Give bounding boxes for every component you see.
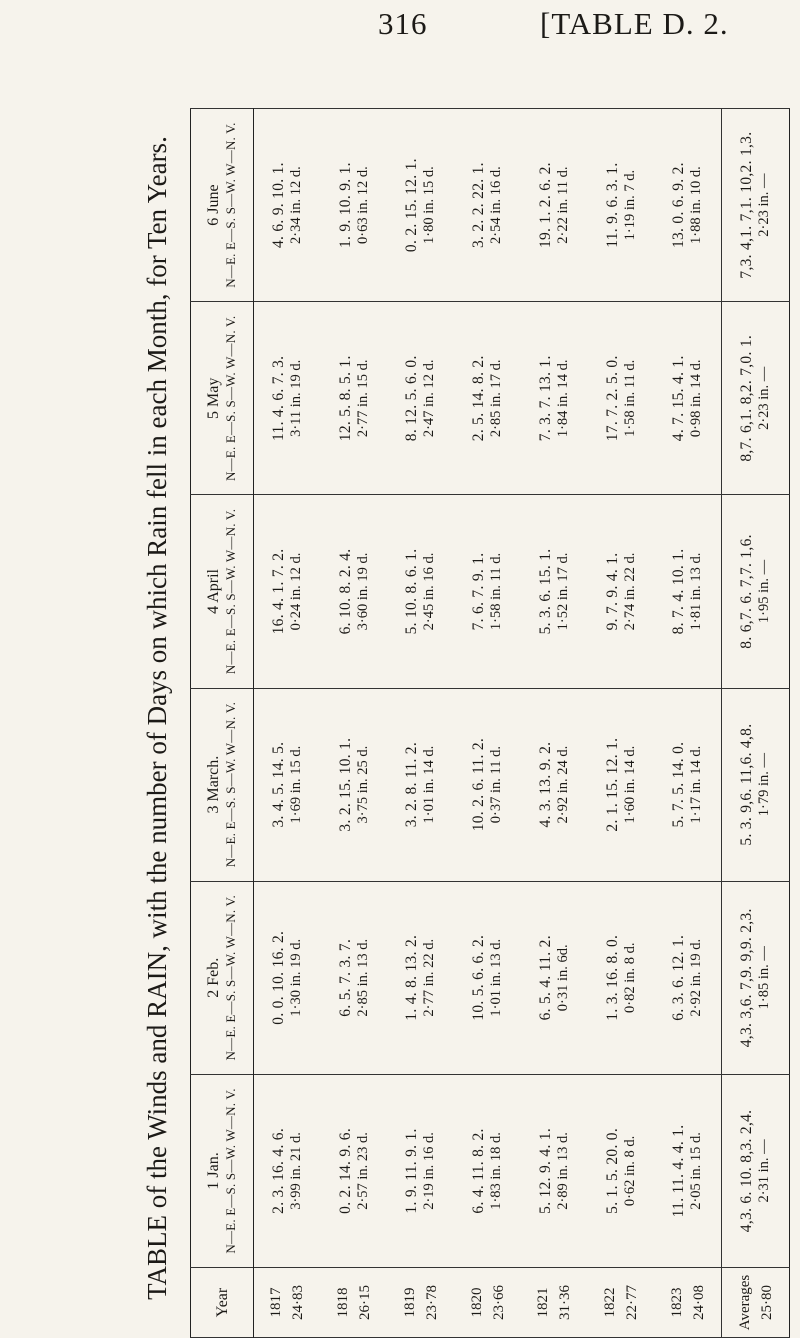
wind-days: 8. 12. 5. 6. 0. <box>403 355 421 442</box>
wind-days: 4,3. 6. 10. 8,3. 2,4. <box>738 1109 756 1233</box>
month-name: 1 Jan. <box>205 1152 222 1190</box>
wind-days: 5. 3. 6. 15. 1. <box>536 548 554 635</box>
rain-amount: 2·19 in. 16 d. <box>421 1132 438 1210</box>
month-cell <box>321 881 388 1074</box>
year-cell <box>321 1268 388 1338</box>
month-cell <box>454 1074 521 1267</box>
month-cell <box>588 881 655 1074</box>
wind-days: 12. 5. 8. 5. 1. <box>336 355 354 442</box>
wind-days: 1. 9. 11. 9. 1. <box>403 1128 421 1214</box>
month-cell <box>254 881 321 1074</box>
wind-days: 1. 3. 16. 8. 0. <box>603 934 621 1021</box>
wind-days: 10. 5. 6. 6. 2. <box>470 934 488 1021</box>
month-cell <box>654 1074 721 1267</box>
year-cell <box>521 1268 588 1338</box>
rain-amount: 1·01 in. 14 d. <box>421 745 438 824</box>
month-header <box>191 1074 254 1267</box>
wind-days: 6. 4. 11. 8. 2. <box>470 1128 488 1214</box>
rain-amount: 3·75 in. 25 d. <box>354 745 371 824</box>
wind-days: 0. 2. 14. 9. 6. <box>336 1127 354 1214</box>
month-cell <box>321 1074 388 1267</box>
month-cell <box>521 109 588 302</box>
wind-days: 4,3. 3,6. 7,9. 9,9. 2,3. <box>738 908 756 1048</box>
wind-directions: N—E. E—S. S—W. W—N. V. <box>223 122 238 288</box>
wind-days: 0. 0. 10. 16. 2. <box>269 930 287 1025</box>
rain-amount: 1·79 in. — <box>756 753 773 817</box>
year-cell <box>588 1268 655 1338</box>
month-cell <box>387 881 454 1074</box>
rain-amount: 2·77 in. 15 d. <box>354 359 371 438</box>
wind-days: 11. 9. 6. 3. 1. <box>603 162 621 248</box>
month-cell <box>521 495 588 688</box>
wind-days: 11. 4. 6. 7. 3. <box>269 355 287 441</box>
header-row <box>191 109 254 1338</box>
rain-amount: 1·80 in. 15 d. <box>421 166 438 244</box>
rain-amount: 1·19 in. 7 d. <box>621 169 638 241</box>
winds-rain-table <box>190 108 790 1338</box>
month-cell <box>521 688 588 881</box>
rain-amount: 2·22 in. 11 d. <box>554 166 571 244</box>
year-value: 1823 <box>668 1287 685 1318</box>
month-cell <box>588 688 655 881</box>
year-cell <box>654 1268 721 1338</box>
table-row <box>254 109 321 1338</box>
month-cell <box>454 688 521 881</box>
year-cell <box>722 1268 790 1338</box>
month-header <box>191 109 254 302</box>
wind-directions: N—E. E—S. S—W. W—N. V. <box>223 508 238 675</box>
month-name: 2 Feb. <box>205 957 222 998</box>
month-cell <box>588 495 655 688</box>
rain-amount: 0·82 in. 8 d. <box>621 942 638 1014</box>
rain-amount: 1·60 in. 14 d. <box>621 745 638 824</box>
wind-days: 8,7. 6,1. 8,2. 7,0. 1. <box>738 334 756 462</box>
rain-amount: 3·99 in. 21 d. <box>287 1132 304 1210</box>
table-row <box>387 109 454 1338</box>
wind-days: 3. 2. 8. 11. 2. <box>403 741 421 828</box>
annual-rain-total: 24·83 <box>290 1285 307 1320</box>
page-number: 316 <box>378 6 428 41</box>
month-cell <box>321 302 388 495</box>
rain-amount: 2·85 in. 17 d. <box>488 359 505 438</box>
wind-days: 5. 10. 8. 6. 1. <box>403 548 421 635</box>
rain-amount: 2·31 in. — <box>756 1139 773 1203</box>
wind-directions: N—E. E—S. S—W. W—N. V. <box>223 895 238 1061</box>
month-cell <box>321 109 388 302</box>
rain-amount: 1·88 in. 10 d. <box>688 166 705 244</box>
rain-amount: 0·98 in. 14 d. <box>688 359 705 438</box>
year-cell <box>454 1268 521 1338</box>
wind-days: 11. 11. 4. 4. 1. <box>670 1124 688 1218</box>
rain-amount: 0·37 in. 11 d. <box>488 746 505 824</box>
year-cell <box>387 1268 454 1338</box>
rain-amount: 2·34 in. 12 d. <box>287 166 304 244</box>
wind-days: 0. 2. 15. 12. 1. <box>403 158 421 253</box>
rain-amount: 1·81 in. 13 d. <box>688 552 705 631</box>
month-name: 5 May <box>205 377 222 419</box>
rain-amount: 2·74 in. 22 d. <box>621 552 638 631</box>
rain-amount: 1·69 in. 15 d. <box>287 745 304 824</box>
wind-days: 8. 6,7. 6. 7,7. 1,6. <box>738 534 756 649</box>
month-cell <box>722 1074 790 1267</box>
wind-days: 2. 5. 14. 8. 2. <box>470 355 488 442</box>
month-cell <box>521 881 588 1074</box>
rain-amount: 0·62 in. 8 d. <box>621 1135 638 1207</box>
month-cell <box>654 881 721 1074</box>
month-cell <box>454 109 521 302</box>
month-cell <box>654 688 721 881</box>
month-cell <box>387 495 454 688</box>
year-value: 1821 <box>535 1287 552 1318</box>
month-cell <box>454 495 521 688</box>
month-header <box>191 881 254 1074</box>
month-cell <box>387 302 454 495</box>
year-value: 1820 <box>468 1287 485 1318</box>
rain-amount: 1·84 in. 14 d. <box>554 359 571 438</box>
table-label: [TABLE D. 2. <box>540 6 729 41</box>
rain-amount: 1·30 in. 19 d. <box>287 938 304 1017</box>
annual-rain-total: 25·80 <box>758 1285 775 1320</box>
month-cell <box>387 688 454 881</box>
wind-days: 17. 7. 2. 5. 0. <box>603 355 621 442</box>
wind-days: 6. 3. 6. 12. 1. <box>670 934 688 1021</box>
month-cell <box>254 302 321 495</box>
month-cell <box>321 495 388 688</box>
rain-amount: 2·92 in. 24 d. <box>554 745 571 824</box>
rain-amount: 1·58 in. 11 d. <box>488 552 505 631</box>
wind-days: 7. 6. 7. 9. 1. <box>470 552 488 631</box>
wind-days: 1. 9. 10. 9. 1. <box>336 162 354 249</box>
month-header <box>191 495 254 688</box>
month-cell <box>254 688 321 881</box>
year-value: 1817 <box>268 1287 285 1318</box>
month-cell <box>654 495 721 688</box>
rain-amount: 2·23 in. — <box>756 366 773 430</box>
wind-days: 10. 2. 6. 11. 2. <box>470 737 488 832</box>
wind-days: 3. 2. 2. 22. 1. <box>470 162 488 249</box>
rain-amount: 2·85 in. 13 d. <box>354 938 371 1017</box>
month-cell <box>454 302 521 495</box>
averages-label: Averages <box>736 1274 753 1331</box>
month-cell <box>254 1074 321 1267</box>
rain-amount: 1·52 in. 17 d. <box>554 552 571 631</box>
rain-amount: 0·31 in. 6d. <box>554 944 571 1012</box>
rain-amount: 2·89 in. 13 d. <box>554 1132 571 1210</box>
year-value: 1818 <box>335 1287 352 1318</box>
annual-rain-total: 26·15 <box>357 1285 374 1320</box>
month-cell <box>722 302 790 495</box>
rain-amount: 2·47 in. 12 d. <box>421 359 438 438</box>
wind-days: 7,3. 4,1. 7,1. 10,2. 1,3. <box>738 131 756 279</box>
table-row <box>588 109 655 1338</box>
month-cell <box>722 495 790 688</box>
rain-amount: 3·60 in. 19 d. <box>354 552 371 631</box>
table-row <box>654 109 721 1338</box>
year-value: 1822 <box>602 1287 618 1318</box>
rain-amount: 1·01 in. 13 d. <box>488 938 505 1017</box>
wind-directions: N—E. E—S. S—W. W—N. V. <box>223 315 238 481</box>
rain-amount: 1·58 in. 11 d. <box>621 359 638 437</box>
month-cell <box>722 881 790 1074</box>
month-cell <box>588 302 655 495</box>
month-cell <box>654 302 721 495</box>
table-title: TABLE of the Winds and RAIN, with the number of Days on which Rain fell in each Month, for Ten Years. <box>142 136 172 1300</box>
rain-amount: 0·63 in. 12 d. <box>354 166 371 244</box>
month-cell <box>321 688 388 881</box>
annual-rain-total: 24·08 <box>690 1285 707 1320</box>
rain-amount: 1·95 in. — <box>756 559 773 624</box>
wind-days: 16. 4. 1. 7. 2. <box>269 548 287 635</box>
month-cell <box>254 495 321 688</box>
rain-amount: 2·92 in. 19 d. <box>688 938 705 1017</box>
wind-days: 6. 10. 8. 2. 4. <box>336 548 354 635</box>
month-cell <box>722 688 790 881</box>
annual-rain-total: 23·66 <box>490 1285 507 1320</box>
wind-days: 6. 5. 4. 11. 2. <box>536 935 554 1021</box>
wind-directions: N—E. E—S. S—W. W—N. V. <box>223 701 238 868</box>
month-name: 3 March. <box>205 755 222 814</box>
month-cell <box>722 109 790 302</box>
rain-amount: 0·24 in. 12 d. <box>287 552 304 631</box>
averages-row <box>722 109 790 1338</box>
year-value: 1819 <box>401 1287 418 1318</box>
wind-directions: N—E. E—S. S—W. W—N. V. <box>223 1088 238 1254</box>
month-name: 4 April <box>205 569 222 614</box>
wind-days: 13. 0. 6. 9. 2. <box>670 162 688 249</box>
wind-days: 3. 4. 5. 14. 5. <box>269 741 287 828</box>
rain-amount: 1·83 in. 18 d. <box>488 1132 505 1210</box>
month-cell <box>588 109 655 302</box>
rain-amount: 2·45 in. 16 d. <box>421 552 438 631</box>
annual-rain-total: 22·77 <box>624 1285 640 1320</box>
wind-days: 4. 7. 15. 4. 1. <box>670 355 688 442</box>
annual-rain-total: 23·78 <box>423 1285 440 1320</box>
table-row <box>521 109 588 1338</box>
month-cell <box>521 1074 588 1267</box>
wind-days: 4. 3. 13. 9. 2. <box>536 741 554 828</box>
year-cell <box>254 1268 321 1338</box>
month-cell <box>588 1074 655 1267</box>
wind-days: 2. 1. 15. 12. 1. <box>603 737 621 832</box>
month-cell <box>387 109 454 302</box>
wind-days: 1. 4. 8. 13. 2. <box>403 934 421 1021</box>
rain-amount: 2·23 in. — <box>756 173 773 237</box>
month-cell <box>454 881 521 1074</box>
month-cell <box>387 1074 454 1267</box>
table-row <box>454 109 521 1338</box>
rain-amount: 2·57 in. 23 d. <box>354 1132 371 1210</box>
month-cell <box>654 109 721 302</box>
wind-days: 2. 3. 16. 4. 6. <box>269 1127 287 1214</box>
wind-days: 5. 7. 5. 14. 0. <box>670 741 688 828</box>
wind-days: 4. 6. 9. 10. 1. <box>269 162 287 249</box>
month-header <box>191 302 254 495</box>
month-header <box>191 688 254 881</box>
rain-amount: 1·17 in. 14 d. <box>688 745 705 824</box>
wind-days: 9. 7. 9. 4. 1. <box>603 552 621 631</box>
wind-days: 5. 3. 9,6. 11,6. 4,8. <box>738 723 756 846</box>
rain-amount: 2·54 in. 16 d. <box>488 166 505 244</box>
wind-days: 7. 3. 7. 13. 1. <box>536 355 554 442</box>
rain-amount: 1·85 in. — <box>756 946 773 1010</box>
table-row <box>321 109 388 1338</box>
month-cell <box>521 302 588 495</box>
rain-amount: 3·11 in. 19 d. <box>287 359 304 437</box>
wind-days: 19. 1. 2. 6. 2. <box>536 162 554 249</box>
wind-days: 5. 1. 5. 20. 0. <box>603 1127 621 1214</box>
wind-days: 3. 2. 15. 10. 1. <box>336 737 354 832</box>
annual-rain-total: 31·36 <box>557 1285 574 1320</box>
month-cell <box>254 109 321 302</box>
rain-amount: 2·05 in. 15 d. <box>688 1132 705 1210</box>
wind-days: 5. 12. 9. 4. 1. <box>536 1127 554 1214</box>
rain-amount: 2·77 in. 22 d. <box>421 938 438 1017</box>
wind-days: 6. 5. 7. 3. 7. <box>336 938 354 1017</box>
year-header: Year <box>191 1268 254 1338</box>
month-name: 6 June <box>205 184 222 226</box>
wind-days: 8. 7. 4. 10. 1. <box>670 548 688 635</box>
